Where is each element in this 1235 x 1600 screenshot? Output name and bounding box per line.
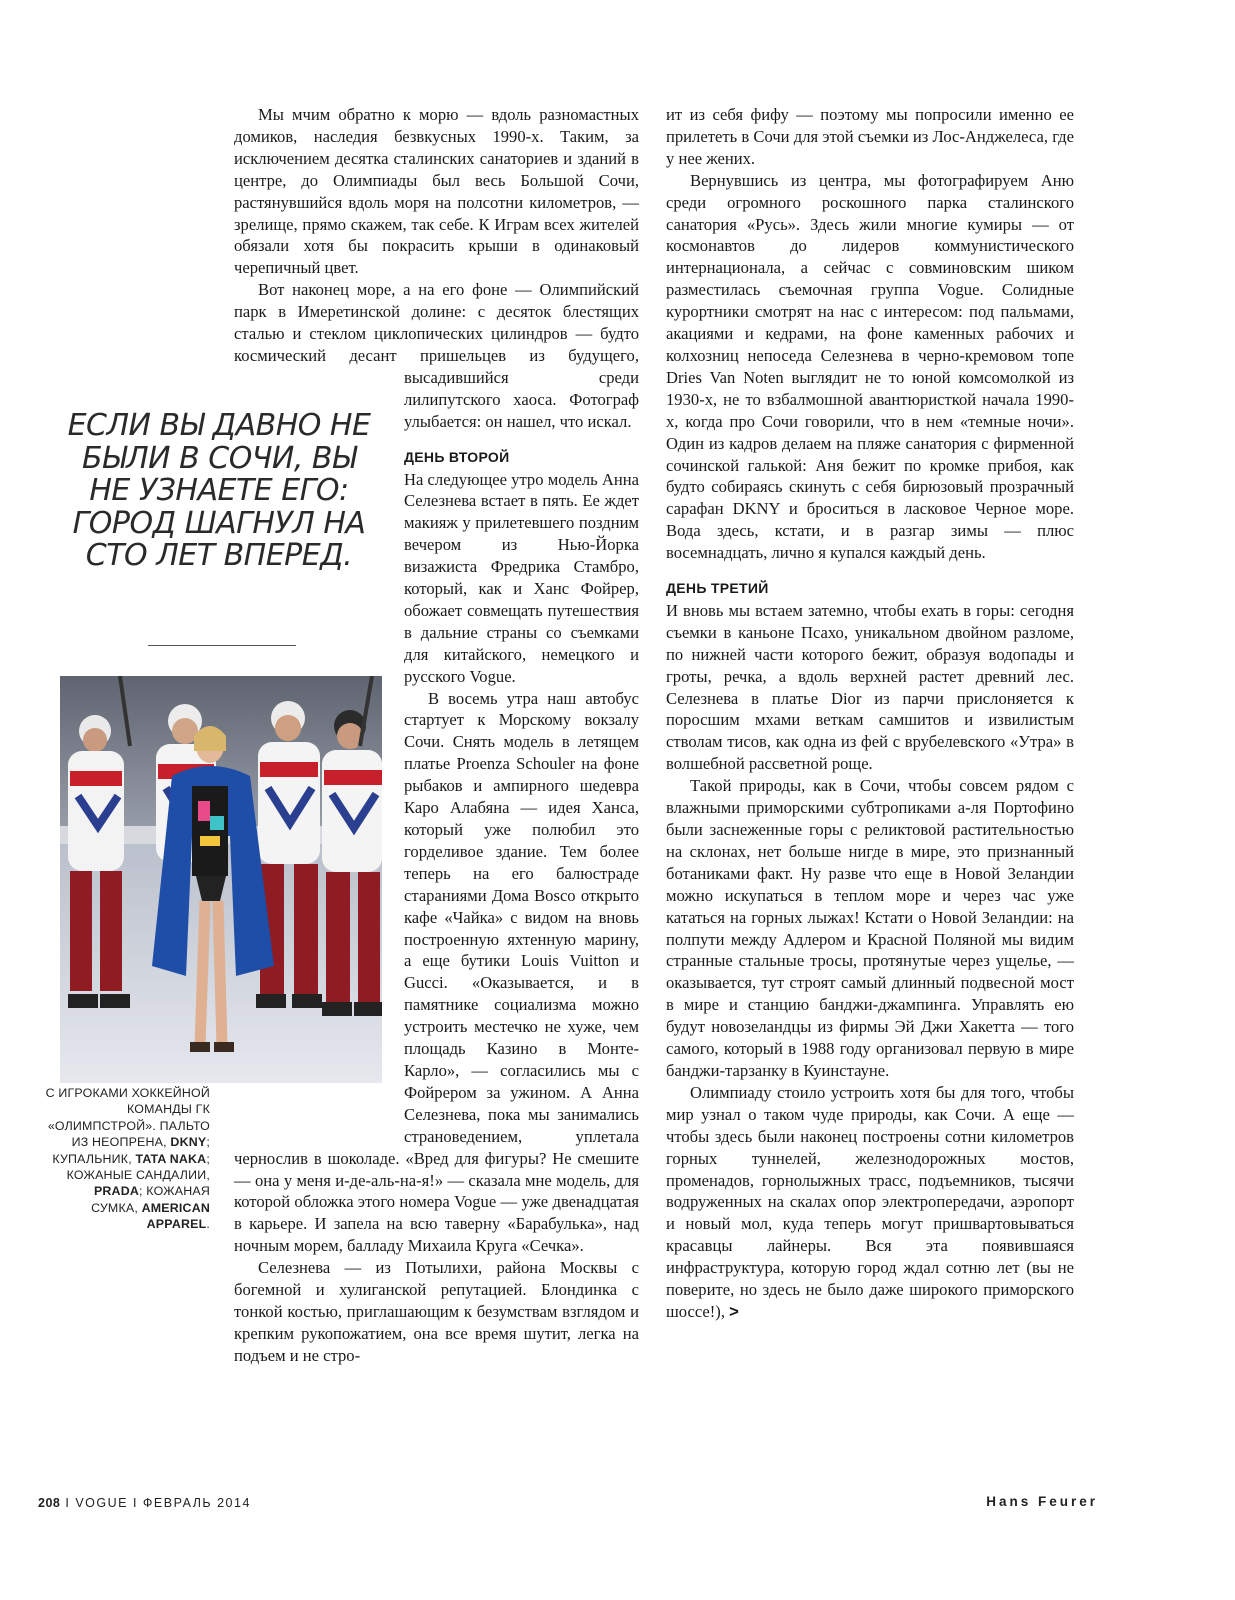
page-number: 208 bbox=[38, 1496, 61, 1510]
article-paragraph: Вернувшись из центра, мы фотографируем Аню среди огромного роскошного парка сталинского санатория «Русь». Здесь жили многие кумиры — от космонавтов до лидеров коммунистического интернационала, а сейчас с совминовским шиком разместилась съемочная группа Vogue. Солидные курортники смотрят на нас с интересом: под пальмами, акациями и кедрами, на фоне каменных рабочих и колхозниц непоседа Селезнева в черно-кремовом топе Dries Van Noten выглядит не то юной комсомолкой из 1930-х, не то взбалмошной авантюристкой начала 1990-х, когда про Сочи говорили, что в нем «темные ночи». Один из кадров делаем на пляже санатория с фирменной сочинской галькой: Аня бежит по кромке прибоя, как будто собираясь скинуть с себя бирюзовый прозрачный сарафан DKNY и броситься в ласковое Черное море. Вода здесь, кстати, и в разгар зимы — плюс восемнадцать, лично я купался каждый день. bbox=[666, 170, 1074, 563]
photo-caption bbox=[44, 1085, 210, 1233]
article-column-1 bbox=[234, 104, 639, 1367]
continue-arrow-icon: > bbox=[729, 1301, 739, 1321]
caption-brand: AMERICAN APPAREL bbox=[141, 1200, 210, 1232]
article-paragraph: Мы мчим обратно к морю — вдоль разномастных домиков, наследия безвкусных 1990-х. Таким, за исключением десятка сталинских санаториев и зданий в центре, до Олимпиады был весь Большой Сочи, растянувшийся вдоль моря на полсотни километров, — зрелище, прямо скажем, так себе. К Играм всех жителей обязали хотя бы покрасить крыши в одинаковый черепичный цвет. bbox=[234, 105, 639, 278]
section-heading-day-three: ДЕНЬ ТРЕТИЙ bbox=[666, 580, 769, 597]
article-column-2 bbox=[666, 104, 1074, 1323]
article-paragraph: Вот наконец море, а на его фоне — Олимпийский парк в Имеретинской долине: с десяток блестящих сталью и стеклом циклопических цилиндров — будто космический десант пришельцев из будущего, высадившийся среди лилипутского хаоса. Фотограф улыбается: он нашел, что искал. bbox=[234, 280, 639, 431]
caption-brand: PRADA bbox=[93, 1184, 139, 1199]
article-paragraph: ит из себя фифу — поэтому мы попросили именно ее прилететь в Сочи для этой съемки из Лос-Анджелеса, где у нее жених. bbox=[666, 105, 1074, 168]
section-heading-day-two: ДЕНЬ ВТОРОЙ bbox=[404, 448, 510, 465]
photographer-credit: Hans Feurer bbox=[986, 1494, 1098, 1509]
magazine-name: VOGUE bbox=[75, 1496, 128, 1510]
text-wrap-spacer bbox=[234, 385, 404, 1133]
caption-text: ; КОЖАНАЯ СУМКА, bbox=[91, 1184, 210, 1215]
article-paragraph: Селезнева — из Потылихи, района Москвы с богемной и хулиганской репутацией. Блондинка с тонкой костью, приглашающим к безумствам взглядом и крепким рукопожатием, она все время шутит, легка на подъем и не стро- bbox=[234, 1258, 639, 1365]
pull-quote: ЕСЛИ ВЫ ДАВНО НЕ БЫЛИ В СОЧИ, ВЫ НЕ УЗНАЕТЕ ЕГО: ГОРОД ШАГНУЛ НА СТО ЛЕТ ВПЕРЕД. bbox=[67, 408, 371, 573]
article-paragraph: В восемь утра наш автобус стартует к Морскому вокзалу Сочи. Снять модель в летящем платье Proenza Schouler на фоне рыбаков и ампирного шедевра Каро Алабяна — идея Ханса, который уже полюбил это горделивое здание. Тем более теперь на его балюстраде стараниями Дома Bosco открыто кафе «Чайка» с видом на вновь построенную яхтенную марину, а еще бутики Louis Vuitton и Gucci. «Оказывается, и в памятнике социализма можно устроить местечко не хуже, чем площадь Казино в Монте-Карло», — согласились мы с Фойрером за ужином. А Анна Селезнева, пока мы занимались страноведением, уплетала чернослив в шоколаде. «Вред для фигуры? Не смешите — она у меня и-де-аль-на-я!» — сказала мне модель, для которой обложка этого номера Vogue — уже двенадцатая в карьере. И запела на всю таверну «Барабулька», над ночным морем, балладу Михаила Круга «Сечка». bbox=[234, 688, 639, 1256]
article-paragraph: Олимпиаду стоило устроить хотя бы для того, чтобы мир узнал о таком чуде природы, как Сочи. А еще — чтобы здесь были наконец построены сотни километров горных туннелей, железнодорожных мостов, променадов, горнолыжных трасс, подъемников, тысячи водруженных на скалах опор электропередачи, аэропорт и новый мол, куда теперь могут пришвартовываться красавцы лайнеры. Вся эта появившаяся инфраструктура, которую город ждал сотню лет (вы не поверите, но здесь не было даже широкого приморского шоссе!), > bbox=[666, 1082, 1074, 1321]
footer-separator: I bbox=[65, 1496, 71, 1510]
article-paragraph: На следующее утро модель Анна Селезнева встает в пять. Ее ждет макияж у прилетевшего поздним вечером из Нью-Йорка визажиста Фредрика Стамбро, который, как и Ханс Фойрер, обожает совмещать путешествия в дальние страны со съемками для китайского, немецкого и русского Vogue. bbox=[404, 469, 639, 686]
caption-text: . bbox=[206, 1217, 210, 1232]
footer-separator: I bbox=[132, 1496, 138, 1510]
caption-brand: TATA NAKA bbox=[135, 1151, 207, 1166]
footer-folio bbox=[38, 1496, 251, 1510]
article-paragraph: Такой природы, как в Сочи, чтобы совсем рядом с влажными приморскими субтропиками а-ля Портофино были заснеженные горы с реликтовой растительностью на склонах, нет больше нигде в мире, это признанный ботаниками факт. Ну разве что еще в Новой Зеландии можно искупаться в теплом море и через час уже кататься на горных лыжах! Кстати о Новой Зеландии: на полпути между Адлером и Красной Поляной мы видим странные стальные тросы, протянутые через ущелье, — оказывается, тут строят самый длинный подвесной мост в мире и станцию банджи-джампинга. Управлять ею будут новозеландцы из фирмы Эй Джи Хакетта — того самого, который в 1988 году организовал первую в мире банджи-тарзанку в Куинстауне. bbox=[666, 776, 1074, 1080]
caption-text: С ИГРОКАМИ ХОККЕЙНОЙ КОМАНДЫ ГК «ОЛИМПСТРОЙ». ПАЛЬТО ИЗ НЕОПРЕНА, bbox=[45, 1086, 210, 1150]
caption-brand: DKNY bbox=[170, 1135, 207, 1150]
issue-date: ФЕВРАЛЬ 2014 bbox=[142, 1496, 251, 1510]
caption-text: ; КУПАЛЬНИК, bbox=[52, 1135, 210, 1166]
caption-text: ; КОЖАНЫЕ САНДАЛИИ, bbox=[66, 1151, 210, 1183]
article-paragraph: И вновь мы встаем затемно, чтобы ехать в горы: сегодня съемки в каньоне Псахо, уникальном двойном разломе, по нижней части которого бежит, образуя водопады и гроты, речка, а вдоль верхней растет древний лес. Селезнева в платье Dior из парчи прислоняется к поросшим мхами веткам самшитов и извилистым стволам тисов, как одна из фей с врубелевского «Утра» в волшебной рассветной роще. bbox=[666, 600, 1074, 774]
